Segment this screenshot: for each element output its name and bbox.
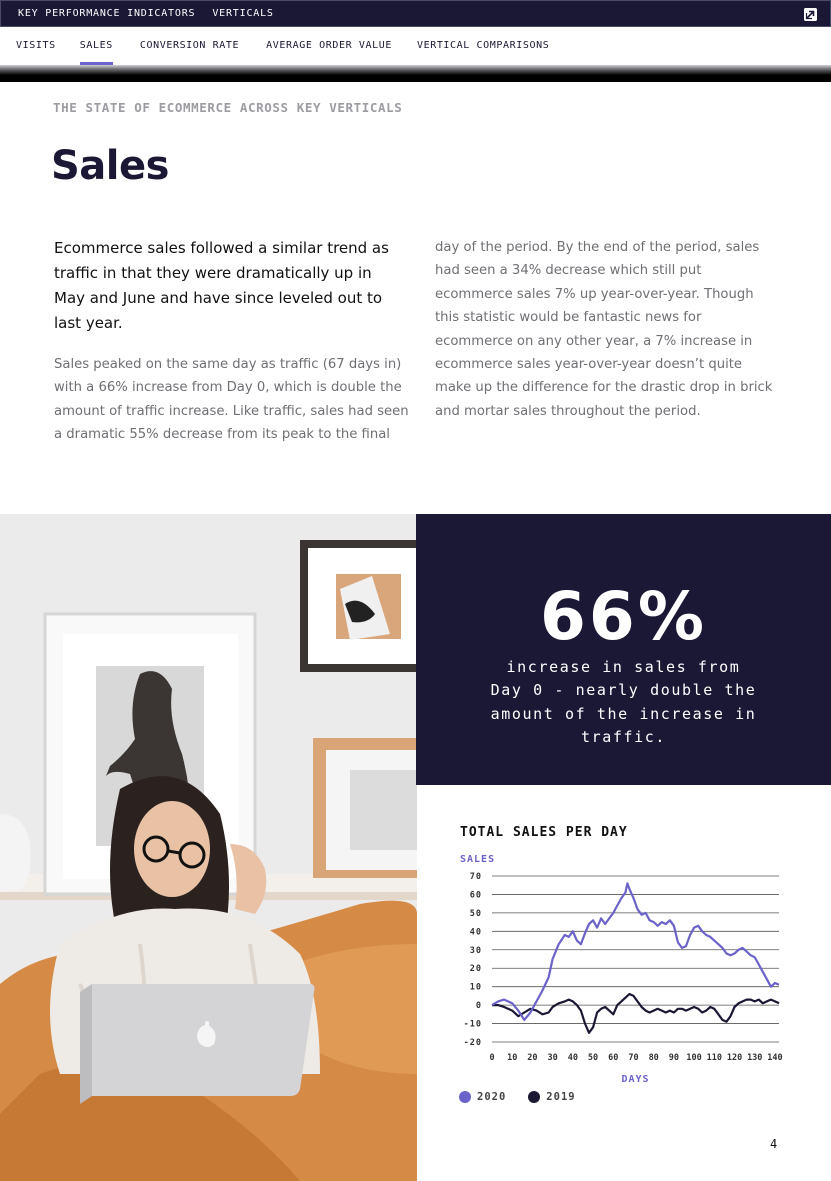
x-tick-label: 140: [767, 1053, 783, 1063]
section-tabs: [0, 27, 831, 65]
legend-label-2019: 2019: [546, 1091, 576, 1103]
x-axis-label: DAYS: [621, 1074, 650, 1085]
x-tick-label: 70: [628, 1053, 639, 1063]
legend-swatch-2019: [528, 1091, 540, 1103]
x-tick-label: 60: [608, 1053, 619, 1063]
x-tick-label: 0: [489, 1053, 495, 1063]
x-tick-label: 110: [706, 1053, 723, 1063]
x-tick-label: 50: [587, 1053, 599, 1063]
legend-item-2020: [459, 1091, 506, 1103]
y-tick-label: -10: [463, 1019, 482, 1030]
stat-value: 66%: [540, 578, 707, 655]
y-tick-label: 60: [469, 890, 482, 901]
photo-woman-laptop: [0, 514, 417, 1181]
share-arrow-icon[interactable]: [804, 8, 817, 21]
chart-title: TOTAL SALES PER DAY: [460, 825, 628, 840]
tab-visits[interactable]: VISITS: [16, 40, 56, 51]
y-tick-label: 20: [469, 964, 482, 975]
x-tick-label: 10: [507, 1053, 518, 1063]
y-tick-label: 0: [475, 1001, 482, 1012]
tab-conversion-rate[interactable]: CONVERSION RATE: [139, 40, 240, 51]
tab-vertical-comparisons[interactable]: VERTICAL COMPARISONS: [416, 40, 550, 51]
legend-swatch-2020: [459, 1091, 471, 1103]
sales-line-chart: [455, 848, 795, 1088]
tab-average-order-value[interactable]: AVERAGE ORDER VALUE: [266, 40, 392, 51]
y-tick-label: 30: [469, 945, 482, 956]
y-tick-label: 10: [469, 982, 482, 993]
nav-link-key-performance-indicators[interactable]: KEY PERFORMANCE INDICATORS: [18, 8, 196, 19]
legend-item-2019: [528, 1091, 575, 1103]
stat-caption: increase in sales from Day 0 - nearly double the amount of the increase in traffic.: [490, 658, 757, 746]
y-tick-label: 40: [469, 927, 482, 938]
body-paragraph-left: Sales peaked on the same day as traffic (67 days in) with a 66% increase from Day 0, which is double the amount of traffic increase. Like traffic, sales had seen a dramatic 55% decrease from its peak to the final: [54, 357, 409, 443]
y-tick-label: 70: [469, 872, 482, 882]
series-line-2019: [492, 994, 779, 1033]
stat-panel: [416, 514, 831, 785]
page-title: Sales: [51, 143, 169, 189]
y-axis-label: SALES: [460, 854, 496, 865]
x-tick-label: 120: [726, 1053, 743, 1063]
y-tick-label: 50: [469, 908, 482, 919]
top-bar: [0, 0, 831, 27]
nav-link-verticals[interactable]: VERTICALS: [212, 8, 274, 19]
header-divider: [0, 65, 831, 82]
page-kicker: THE STATE OF ECOMMERCE ACROSS KEY VERTICALS: [53, 100, 403, 115]
x-tick-label: 130: [747, 1053, 763, 1063]
x-tick-label: 80: [648, 1053, 659, 1063]
x-tick-label: 90: [668, 1053, 680, 1063]
legend-label-2020: 2020: [477, 1091, 507, 1103]
lead-paragraph: Ecommerce sales followed a similar trend as traffic in that they were dramatically up in May and June and have since leveled out to last year.: [54, 239, 389, 332]
y-tick-label: -20: [463, 1038, 482, 1048]
body-paragraph-right: day of the period. By the end of the period, sales had seen a 34% decrease which still put ecommerce sales 7% up year-over-year. Though this statistic would be fantastic news for ecommerce on any other year, a 7% increase in ecommerce sales year-over-year doesn’t quite make up the difference for the drastic drop in brick and mortar sales throughout the period.: [435, 240, 773, 419]
x-tick-label: 40: [567, 1053, 578, 1063]
x-tick-label: 30: [547, 1053, 558, 1063]
page-number: 4: [770, 1137, 778, 1151]
x-tick-label: 20: [527, 1053, 538, 1063]
tab-sales[interactable]: SALES: [80, 27, 113, 65]
x-tick-label: 100: [686, 1053, 702, 1063]
chart-legend: [459, 1091, 598, 1103]
